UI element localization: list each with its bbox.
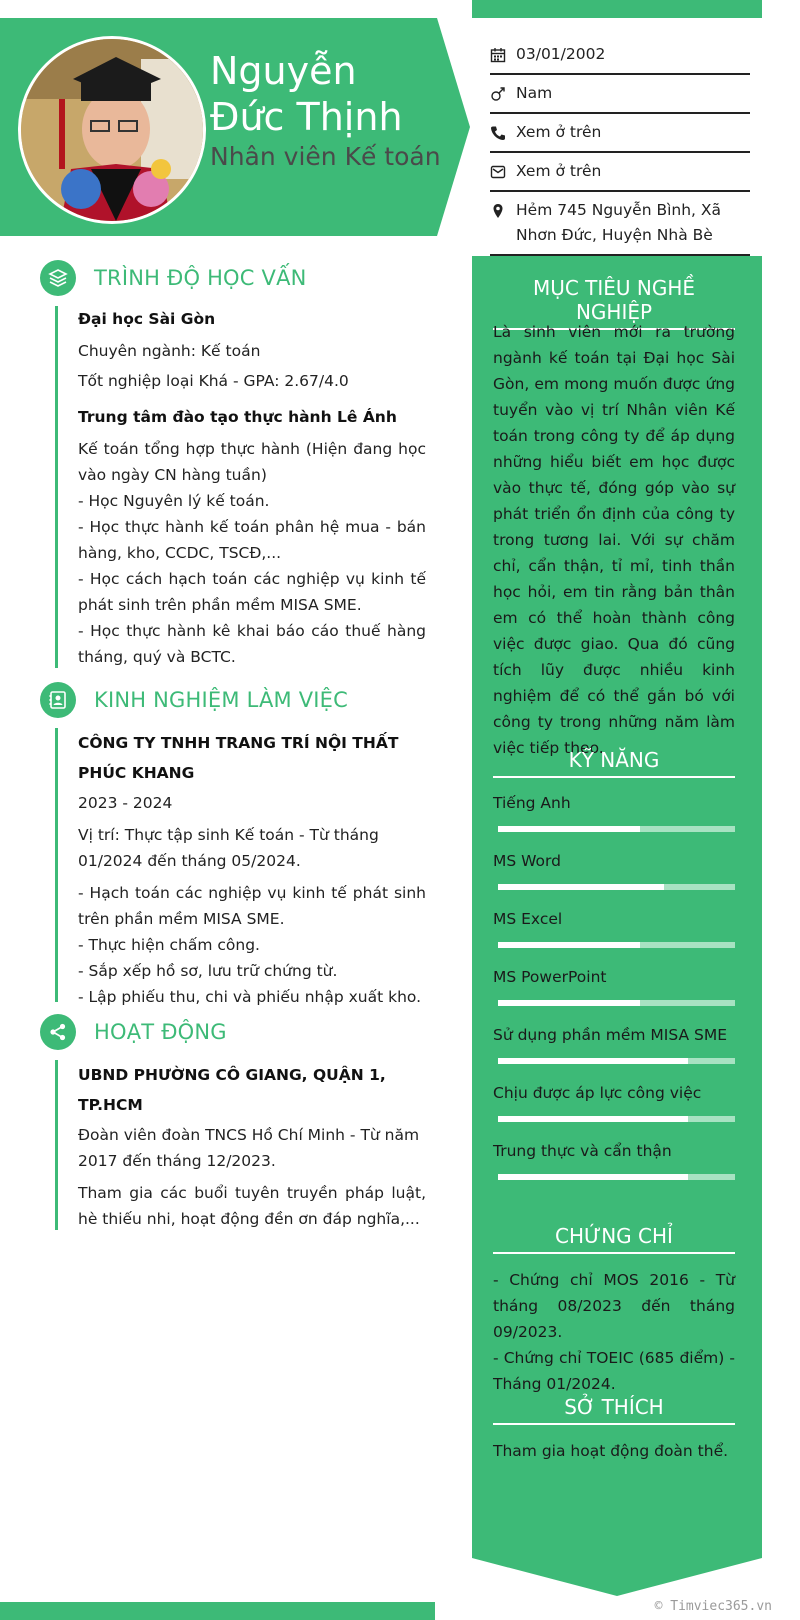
skill-fill — [498, 1174, 688, 1180]
section-title: KINH NGHIỆM LÀM VIỆC — [94, 688, 349, 712]
school-name: Đại học Sài Gòn — [78, 310, 216, 328]
watermark: © Timviec365.vn — [654, 1599, 772, 1614]
certificate-item: - Chứng chỉ MOS 2016 - Từ tháng 08/2023 đến tháng 09/2023. — [493, 1271, 735, 1341]
skill-bar — [498, 942, 735, 948]
skill-name: Sử dụng phần mềm MISA SME — [493, 1026, 728, 1044]
phone-icon — [490, 120, 516, 145]
contact-address — [490, 192, 750, 256]
course: Kế toán tổng hợp thực hành (Hiện đang học vào ngày CN hàng tuần) — [78, 440, 426, 484]
contact-value: Hẻm 745 Nguyễn Bình, Xã Nhơn Đức, Huyện Nhà Bè — [516, 201, 722, 244]
skill-fill — [498, 1000, 640, 1006]
skill-name: Tiếng Anh — [493, 794, 571, 812]
avatar — [18, 36, 206, 224]
skill-item — [493, 908, 735, 948]
skill-name: MS Excel — [493, 910, 563, 928]
bottom-bar — [0, 1602, 435, 1620]
contact-gender — [490, 75, 750, 114]
list-item: - Học cách hạch toán các nghiệp vụ kinh tế phát sinh trên phần mềm MISA SME. — [78, 570, 426, 614]
education-heading — [40, 260, 307, 296]
skill-fill — [498, 1116, 688, 1122]
skill-item — [493, 1140, 735, 1180]
contact-birthday — [490, 36, 750, 75]
list-item: - Học thực hành kế toán phân hệ mua - bán hàng, kho, CCDC, TSCĐ,... — [78, 518, 426, 562]
list-item: - Hạch toán các nghiệp vụ kinh tế phát sinh trên phần mềm MISA SME. — [78, 884, 426, 928]
skill-name: Trung thực và cẩn thận — [493, 1142, 672, 1160]
skill-name: MS Word — [493, 852, 561, 870]
major: Chuyên ngành: Kế toán — [78, 342, 261, 360]
skill-bar — [498, 1058, 735, 1064]
skill-item — [493, 1024, 735, 1064]
list-item: - Học thực hành kê khai báo cáo thuế hàng tháng, quý và BCTC. — [78, 622, 426, 666]
experience-heading — [40, 682, 348, 718]
experience-body — [55, 728, 426, 1006]
education-body — [55, 306, 426, 668]
skill-fill — [498, 1058, 688, 1064]
contact-email — [490, 153, 750, 192]
activities-heading — [40, 1014, 227, 1050]
skill-item — [493, 850, 735, 890]
skill-bar — [498, 884, 735, 890]
list-item: - Sắp xếp hồ sơ, lưu trữ chứng từ. — [78, 962, 338, 980]
skill-fill — [498, 884, 664, 890]
certificates-title: CHỨNG CHỈ — [493, 1224, 735, 1254]
contact-list — [490, 36, 750, 256]
activities-body — [55, 1060, 426, 1230]
skill-bar — [498, 1174, 735, 1180]
skill-fill — [498, 942, 640, 948]
objective-title: MỤC TIÊU NGHỀ NGHIỆP — [493, 276, 735, 330]
description: Tham gia các buổi tuyên truyền pháp luật, hè thiếu nhi, hoạt động đền ơn đáp nghĩa,... — [78, 1184, 426, 1228]
right-top-strip — [472, 0, 762, 18]
certificates-text — [493, 1267, 735, 1397]
contact-value: Nam — [516, 84, 553, 102]
list-item: - Thực hiện chấm công. — [78, 936, 260, 954]
period: 2023 - 2024 — [78, 794, 173, 812]
contact-value: Xem ở trên — [516, 162, 602, 180]
hobbies-text: Tham gia hoạt động đoàn thể. — [493, 1442, 729, 1460]
email-icon — [490, 159, 516, 184]
skill-bar — [498, 1116, 735, 1122]
location-icon — [490, 198, 516, 223]
contact-value: Xem ở trên — [516, 123, 602, 141]
company-name: CÔNG TY TNHH TRANG TRÍ NỘI THẤT PHÚC KHANG — [78, 734, 399, 782]
skill-name: MS PowerPoint — [493, 968, 607, 986]
role: Đoàn viên đoàn TNCS Hồ Chí Minh - Từ năm 2017 đến tháng 12/2023. — [78, 1126, 420, 1170]
avatar-photo — [21, 39, 203, 221]
skill-item — [493, 792, 735, 832]
layers-icon — [40, 260, 76, 296]
organization: UBND PHƯỜNG CÔ GIANG, QUẬN 1, TP.HCM — [78, 1066, 386, 1114]
id-card-icon — [40, 682, 76, 718]
contact-value: 03/01/2002 — [516, 45, 606, 63]
list-item: - Lập phiếu thu, chi và phiếu nhập xuất kho. — [78, 988, 422, 1006]
share-icon — [40, 1014, 76, 1050]
skill-bar — [498, 826, 735, 832]
graduation: Tốt nghiệp loại Khá - GPA: 2.67/4.0 — [78, 372, 349, 390]
calendar-icon — [490, 42, 516, 67]
objective-text: Là sinh viên mới ra trường ngành kế toán tại Đại học Sài Gòn, em mong muốn được ứng tuyển vào vị trí Nhân viên Kế toán trong công ty để áp dụng những hiểu biết em học được vào thực tế, đóng góp vào sự phát triển ổn định của công ty trong tương lai. Với sự chăm chỉ, cẩn thận, tỉ mỉ, tinh thần học hỏi, em tin rằng bản thân em có thể hoàn thành công việc được giao. Qua đó cũng tích lũy được nhiều kinh nghiệm để có thể gắn bó với công ty trong những năm làm việc tiếp theo. — [493, 323, 735, 757]
position: Vị trí: Thực tập sinh Kế toán - Từ tháng 01/2024 đến tháng 05/2024. — [78, 826, 379, 870]
skills-title: KỸ NĂNG — [493, 748, 735, 778]
skill-item — [493, 966, 735, 1006]
contact-phone — [490, 114, 750, 153]
skill-bar — [498, 1000, 735, 1006]
list-item: - Học Nguyên lý kế toán. — [78, 492, 270, 510]
candidate-name: Nguyễn Đức Thịnh — [210, 49, 403, 139]
skill-name: Chịu được áp lực công việc — [493, 1084, 702, 1102]
section-title: TRÌNH ĐỘ HỌC VẤN — [94, 266, 307, 290]
school-name: Trung tâm đào tạo thực hành Lê Ánh — [78, 408, 397, 426]
job-title: Nhân viên Kế toán — [210, 142, 441, 171]
gender-icon — [490, 81, 516, 106]
skill-item — [493, 1082, 735, 1122]
certificate-item: - Chứng chỉ TOEIC (685 điểm) - Tháng 01/2024. — [493, 1349, 735, 1393]
skill-fill — [498, 826, 640, 832]
hobbies-title: SỞ THÍCH — [493, 1395, 735, 1425]
section-title: HOẠT ĐỘNG — [94, 1020, 227, 1044]
